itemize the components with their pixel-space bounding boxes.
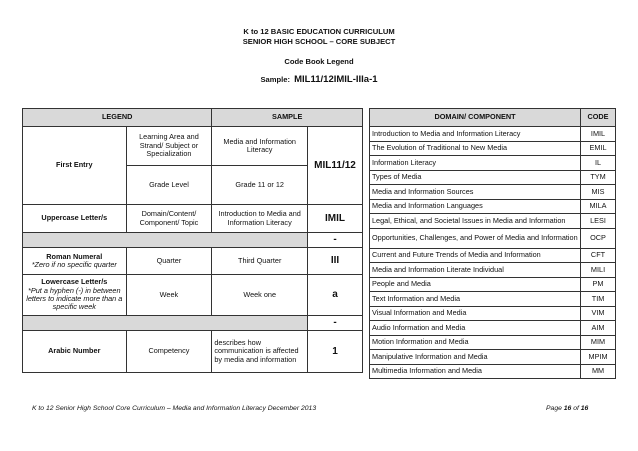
domain-table	[369, 108, 616, 379]
dash-code-1: -	[308, 233, 363, 248]
domain-name: Types of Media	[370, 170, 581, 185]
domain-name: The Evolution of Traditional to New Media	[370, 141, 581, 156]
domain-row	[370, 214, 616, 229]
lowercase-sample: Week one	[212, 275, 308, 316]
domain-code: OCP	[581, 228, 616, 248]
roman-label: Roman Numeral	[46, 251, 103, 261]
domain-code: IMIL	[581, 127, 616, 142]
domain-code: IL	[581, 156, 616, 171]
separator-row	[23, 316, 308, 331]
lowercase-desc: Week	[126, 275, 212, 316]
domain-row	[370, 350, 616, 365]
domain-row	[370, 277, 616, 292]
domain-name: Text Information and Media	[370, 292, 581, 307]
first-entry-code: MIL11/12	[308, 127, 363, 205]
sample-header: SAMPLE	[212, 109, 363, 127]
roman-desc: Quarter	[126, 248, 212, 275]
roman-sample: Third Quarter	[212, 248, 308, 275]
domain-row	[370, 141, 616, 156]
domain-header: DOMAIN/ COMPONENT	[370, 109, 581, 127]
domain-row	[370, 170, 616, 185]
domain-row	[370, 335, 616, 350]
legend-table	[22, 108, 363, 373]
domain-code: TIM	[581, 292, 616, 307]
footer-text: K to 12 Senior High School Core Curriculum – Media and Information Literacy December 2013	[32, 405, 317, 412]
domain-row	[370, 185, 616, 200]
dash-code-2: -	[308, 316, 363, 331]
first-entry-sample-b: Grade 11 or 12	[212, 166, 308, 205]
roman-note: *Zero if no specific quarter	[31, 260, 117, 269]
domain-row	[370, 156, 616, 171]
domain-code: LESI	[581, 214, 616, 229]
domain-code: MIS	[581, 185, 616, 200]
first-entry-desc-a: Learning Area and Strand/ Subject or Specialization	[126, 127, 212, 166]
uppercase-code: IMIL	[308, 205, 363, 233]
domain-name: Motion Information and Media	[370, 335, 581, 350]
domain-code: MILI	[581, 263, 616, 278]
first-entry-sample-a: Media and Information Literacy	[212, 127, 308, 166]
domain-name: Legal, Ethical, and Societal Issues in Media and Information	[370, 214, 581, 229]
arabic-sample: describes how communication is affected by media and information	[212, 331, 308, 373]
domain-code: EMIL	[581, 141, 616, 156]
doc-title: K to 12 BASIC EDUCATION CURRICULUM	[243, 27, 395, 36]
arabic-desc: Competency	[126, 331, 212, 373]
domain-row	[370, 127, 616, 142]
lowercase-label-cell	[23, 275, 127, 316]
domain-row	[370, 248, 616, 263]
domain-name: Information Literacy	[370, 156, 581, 171]
arabic-code: 1	[308, 331, 363, 373]
domain-name: Audio Information and Media	[370, 321, 581, 336]
domain-row	[370, 263, 616, 278]
domain-name: Introduction to Media and Information Literacy	[370, 127, 581, 142]
uppercase-desc: Domain/Content/ Component/ Topic	[126, 205, 212, 233]
doc-subtitle: SENIOR HIGH SCHOOL – CORE SUBJECT	[242, 37, 396, 46]
lowercase-label: Lowercase Letter/s	[41, 277, 108, 287]
domain-code: MM	[581, 364, 616, 379]
domain-name: Manipulative Information and Media	[370, 350, 581, 365]
domain-code: MIM	[581, 335, 616, 350]
first-entry-desc-b: Grade Level	[126, 166, 212, 205]
domain-row	[370, 364, 616, 379]
page-current: 16	[563, 405, 572, 412]
domain-row	[370, 292, 616, 307]
sample-line	[0, 74, 638, 85]
domain-code: MPIM	[581, 350, 616, 365]
domain-name: Visual Information and Media	[370, 306, 581, 321]
roman-code: III	[308, 248, 363, 275]
page-of: of	[573, 405, 579, 412]
legend-header: LEGEND	[23, 109, 212, 127]
domain-name: Media and Information Languages	[370, 199, 581, 214]
domain-code: MILA	[581, 199, 616, 214]
uppercase-label: Uppercase Letter/s	[23, 205, 127, 233]
lowercase-note: *Put a hyphen (-) in between letters to indicate more than a specific week	[26, 285, 123, 312]
roman-label-cell	[23, 248, 127, 275]
domain-name: Multimedia Information and Media	[370, 364, 581, 379]
code-header: CODE	[581, 109, 616, 127]
lowercase-code: a	[308, 275, 363, 316]
domain-name: Media and Information Sources	[370, 185, 581, 200]
page-total: 16	[580, 405, 589, 412]
code-book-legend-title: Code Book Legend	[284, 57, 354, 66]
domain-code: TYM	[581, 170, 616, 185]
sample-label: Sample:	[260, 75, 290, 84]
domain-code: VIM	[581, 306, 616, 321]
domain-name: People and Media	[370, 277, 581, 292]
first-entry-label: First Entry	[23, 127, 127, 205]
domain-code: PM	[581, 277, 616, 292]
domain-row	[370, 228, 616, 248]
domain-name: Opportunities, Challenges, and Power of Media and Information	[370, 228, 581, 248]
separator-row	[23, 233, 308, 248]
domain-row	[370, 321, 616, 336]
domain-name: Current and Future Trends of Media and Information	[370, 248, 581, 263]
page-number	[546, 405, 588, 412]
domain-code: AIM	[581, 321, 616, 336]
domain-name: Media and Information Literate Individual	[370, 263, 581, 278]
page-prefix: Page	[546, 405, 562, 412]
arabic-label: Arabic Number	[23, 331, 127, 373]
domain-row	[370, 306, 616, 321]
domain-row	[370, 199, 616, 214]
domain-code: CFT	[581, 248, 616, 263]
sample-code: MIL11/12IMIL-IIIa-1	[294, 74, 378, 85]
uppercase-sample: Introduction to Media and Information Literacy	[212, 205, 308, 233]
